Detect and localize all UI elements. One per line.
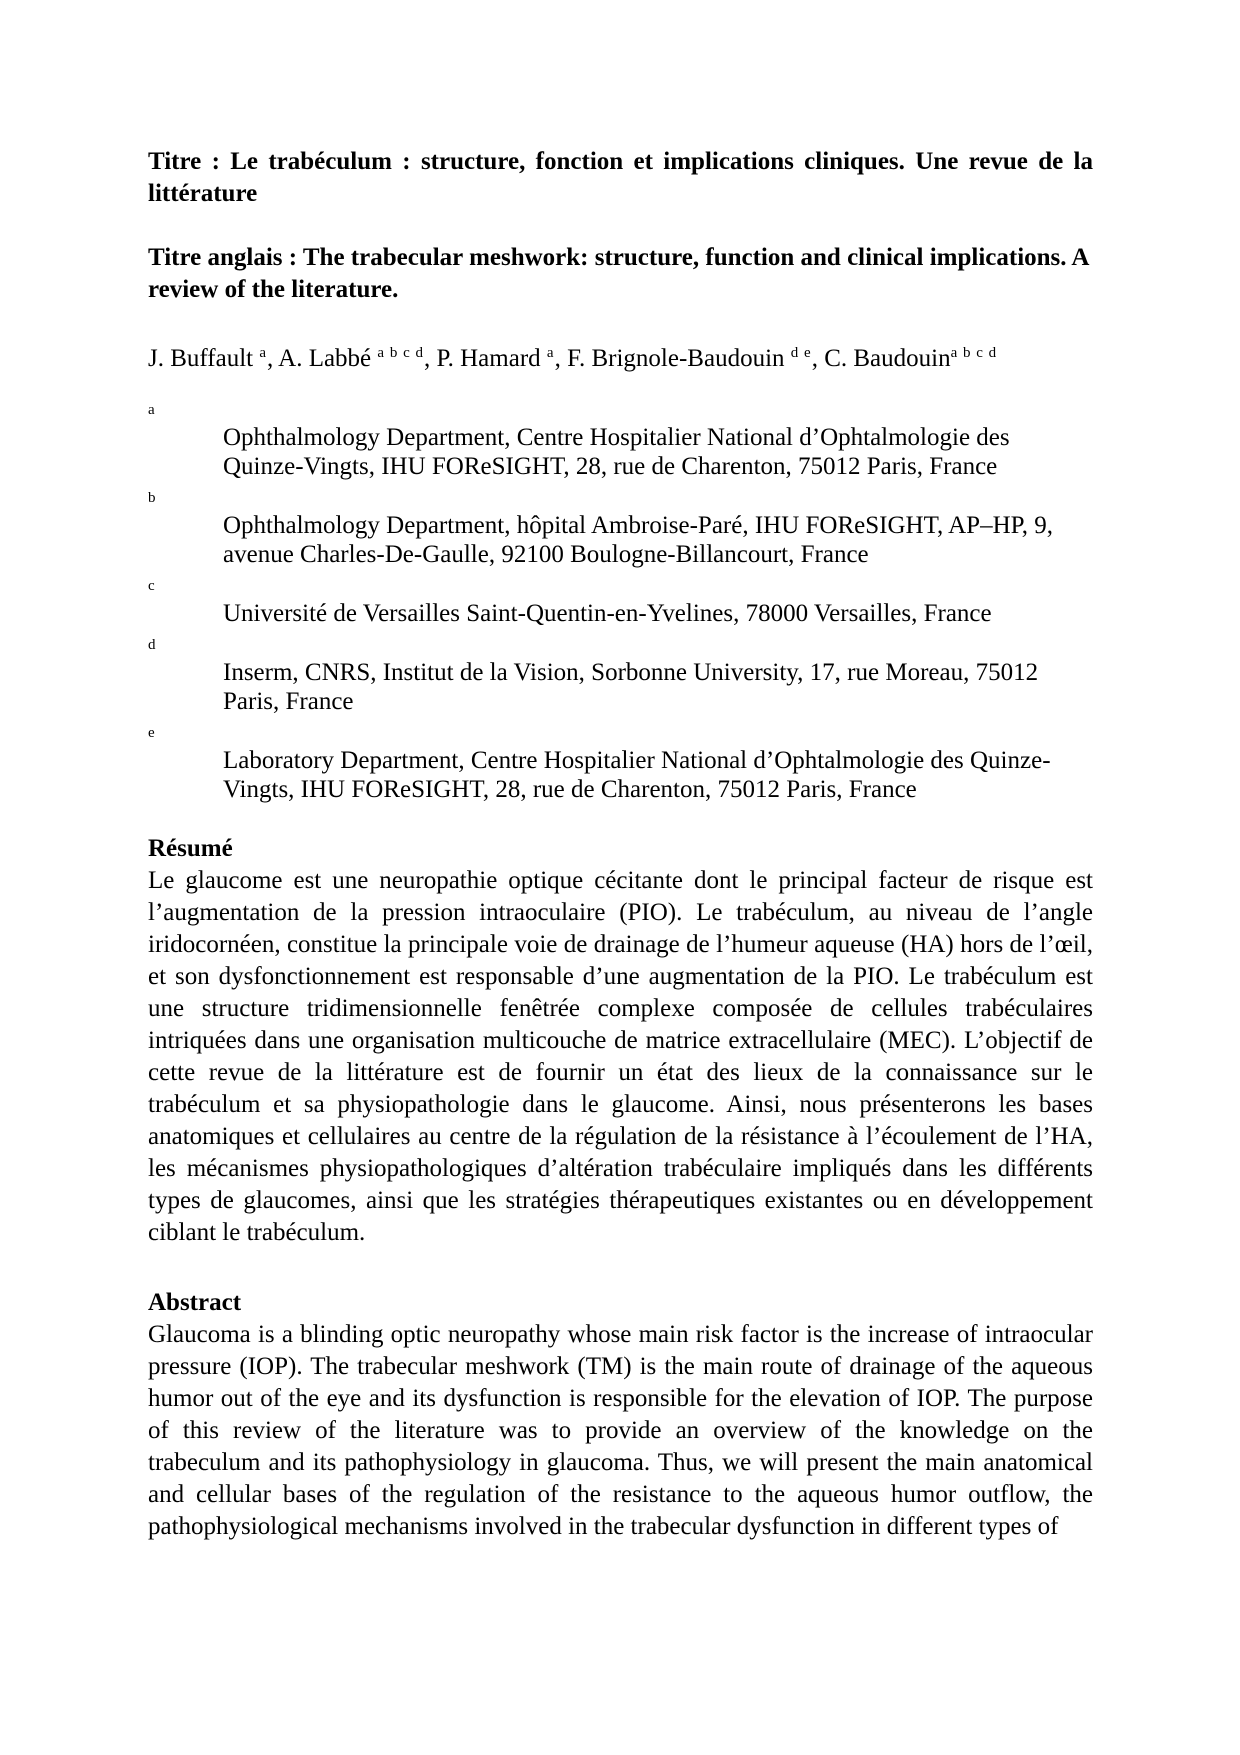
author-separator: ,	[267, 345, 279, 372]
affiliation-item	[148, 632, 1093, 716]
affiliation-label: e	[148, 725, 155, 741]
author-affiliation-superscript: d e	[790, 345, 812, 361]
affiliation-text: Laboratory Department, Centre Hospitalier National d’Ophtalmologie des Quinze-Vingts, IHU FOReSIGHT, 28, rue de Charenton, 75012 Paris, France	[223, 747, 1051, 803]
author-affiliation-superscript: a	[259, 345, 268, 361]
author-name: C. Baudouin	[824, 345, 951, 372]
author-affiliation-superscript: a b c d	[377, 345, 424, 361]
author-affiliation-superscript: a b c d	[950, 345, 998, 361]
affiliation-item	[148, 573, 1093, 628]
author-separator: ,	[424, 345, 437, 372]
title-french: Titre : Le trabéculum : structure, fonction et implications cliniques. Une revue de la littérature	[148, 148, 1093, 207]
author-name: P. Hamard	[436, 345, 547, 372]
author-affiliation-superscript: a	[546, 345, 555, 361]
title-english: Titre anglais : The trabecular meshwork: structure, function and clinical implications. A review of the literature.	[148, 244, 1089, 303]
affiliation-item	[148, 485, 1093, 569]
affiliation-text: Ophthalmology Department, Centre Hospitalier National d’Ophtalmologie des Quinze-Vingts, IHU FOReSIGHT, 28, rue de Charenton, 75012 Paris, France	[223, 424, 1010, 480]
author-separator: ,	[554, 345, 568, 372]
abstract-heading: Abstract	[148, 1289, 242, 1316]
authors-line	[148, 343, 1093, 378]
author-separator: ,	[811, 345, 825, 372]
affiliation-label: d	[148, 637, 156, 653]
affiliation-label: a	[148, 402, 155, 418]
resume-paragraph: Le glaucome est une neuropathie optique cécitante dont le principal facteur de risque est l’augmentation de la pression intraoculaire (PIO). Le trabéculum, au niveau de l’angle iridocornéen, constitue la principale voie de drainage de l’humeur aqueuse (HA) hors de l’œil, et son dysfonctionnement est responsable d’une augmentation de la PIO. Le trabéculum est une structure tridimensionnelle fenêtrée complexe composée de cellules trabéculaires intriquées dans une organisation multicouche de matrice extracellulaire (MEC). L’objectif de cette revue de la littérature est de fournir un état des lieux de la connaissance sur le trabéculum et sa physiopathologie dans le glaucome. Ainsi, nous présenterons les bases anatomiques et cellulaires au centre de la régulation de la résistance à l’écoulement de l’HA, les mécanismes physiopathologiques d’altération trabéculaire impliqués dans les différents types de glaucomes, ainsi que les stratégies thérapeutiques existantes ou en développement ciblant le trabéculum.	[148, 867, 1093, 1246]
resume-heading: Résumé	[148, 835, 233, 862]
affiliation-item	[148, 720, 1093, 804]
abstract-paragraph: Glaucoma is a blinding optic neuropathy whose main risk factor is the increase of intraocular pressure (IOP). The trabecular meshwork (TM) is the main route of drainage of the aqueous humor out of the eye and its dysfunction is responsible for the elevation of IOP. The purpose of this review of the literature was to provide an overview of the knowledge on the trabeculum and its pathophysiology in glaucoma. Thus, we will present the main anatomical and cellular bases of the regulation of the resistance to the aqueous humor outflow, the pathophysiological mechanisms involved in the trabecular dysfunction in different types of	[148, 1321, 1093, 1540]
affiliation-item	[148, 397, 1093, 481]
affiliations-list	[148, 397, 1093, 804]
author-name: J. Buffault	[148, 345, 260, 372]
affiliation-text: Ophthalmology Department, hôpital Ambroise-Paré, IHU FOReSIGHT, AP–HP, 9, avenue Charles-De-Gaulle, 92100 Boulogne-Billancourt, France	[223, 512, 1054, 568]
author-name: A. Labbé	[278, 345, 378, 372]
affiliation-text: Inserm, CNRS, Institut de la Vision, Sorbonne University, 17, rue Moreau, 75012 Paris, France	[223, 659, 1039, 715]
author-name: F. Brignole-Baudouin	[567, 345, 791, 372]
manuscript-content	[148, 146, 1093, 1543]
affiliation-label: b	[148, 490, 156, 506]
affiliation-text: Université de Versailles Saint-Quentin-en-Yvelines, 78000 Versailles, France	[223, 600, 992, 627]
affiliation-label: c	[148, 578, 155, 594]
